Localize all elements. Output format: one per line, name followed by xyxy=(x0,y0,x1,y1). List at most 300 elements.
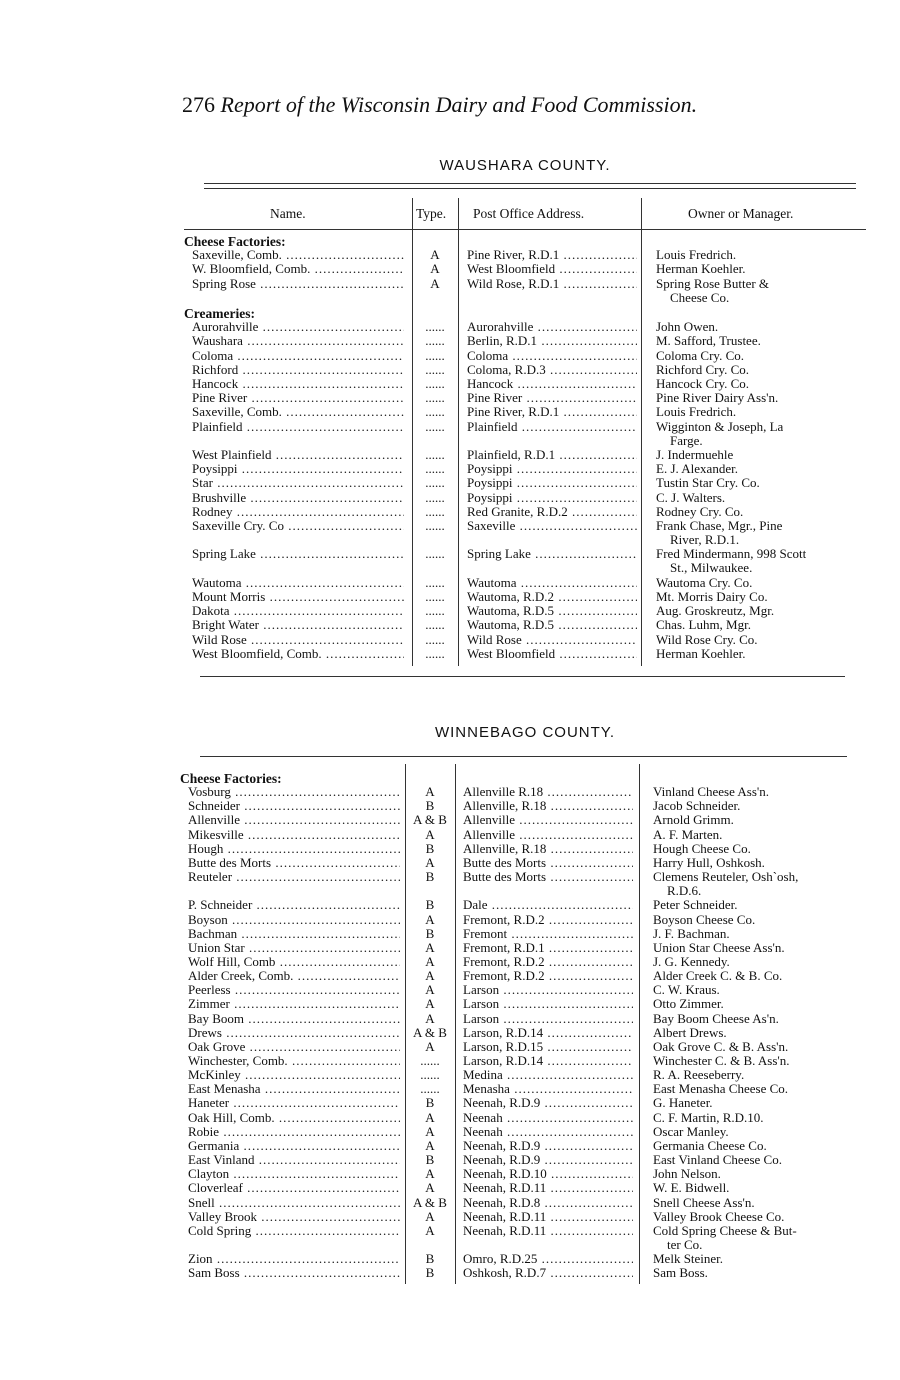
factory-type: A xyxy=(425,1110,435,1125)
factory-type: ...... xyxy=(425,519,445,533)
owner-or-manager xyxy=(656,248,736,262)
factory-name: Zion ..... xyxy=(188,1252,400,1266)
table-row xyxy=(180,927,880,941)
post-office-address: Larson, R.D.15 ..... xyxy=(463,1040,633,1054)
table-row xyxy=(180,1026,880,1040)
factory-name: Rodney ..... xyxy=(192,505,404,519)
factory-name: Schneider ..... xyxy=(188,799,400,813)
table-row xyxy=(184,618,874,632)
factory-type: ...... xyxy=(425,590,445,604)
post-office-address: Pine River, R.D.1 ..... xyxy=(467,248,637,262)
factory-name: Plainfield ..... xyxy=(192,420,404,434)
factory-name: Cloverleaf ..... xyxy=(188,1181,400,1195)
owner-line: Oak Grove C. & B. Ass'n. xyxy=(653,1039,789,1054)
post-office-address: Fremont, R.D.1 ..... xyxy=(463,941,633,955)
owner-line: Arnold Grimm. xyxy=(653,813,734,828)
owner-or-manager xyxy=(656,363,749,377)
owner-line: Cold Spring Cheese & But- xyxy=(653,1223,797,1238)
factory-name: Richford ..... xyxy=(192,363,404,377)
owner-line: Vinland Cheese Ass'n. xyxy=(653,785,770,800)
post-office-address: Fremont, R.D.2 ..... xyxy=(463,955,633,969)
table-row xyxy=(180,813,880,827)
table-row xyxy=(184,491,874,505)
owner-line: J. G. Kennedy. xyxy=(653,954,730,969)
owner-or-manager xyxy=(653,799,740,813)
table-row xyxy=(184,248,874,262)
factory-type: A xyxy=(425,1011,435,1026)
factory-name: West Plainfield ..... xyxy=(192,448,404,462)
factory-name: Waushara ..... xyxy=(192,334,404,348)
owner-or-manager xyxy=(656,277,769,305)
factory-name: Winchester, Comb. ..... xyxy=(188,1054,400,1068)
factory-type: A xyxy=(425,954,435,969)
factory-name: Clayton ..... xyxy=(188,1167,400,1181)
factory-type: A xyxy=(430,248,440,263)
factory-name: Allenville ..... xyxy=(188,813,400,827)
post-office-address: Butte des Morts ..... xyxy=(463,856,633,870)
post-office-address: West Bloomfield ..... xyxy=(467,647,637,661)
table-row xyxy=(180,941,880,955)
factory-type: B xyxy=(425,841,435,856)
post-office-address: Neenah ..... xyxy=(463,1111,633,1125)
page-number: 276 xyxy=(182,92,215,117)
section-heading: Creameries: xyxy=(184,306,255,321)
factory-name: Butte des Morts ..... xyxy=(188,856,400,870)
factory-type: A xyxy=(425,785,435,800)
post-office-address: Neenah, R.D.9 ..... xyxy=(463,1153,633,1167)
factory-name: Mikesville ..... xyxy=(188,828,400,842)
owner-or-manager xyxy=(653,1040,788,1054)
owner-line: Chas. Luhm, Mgr. xyxy=(656,618,751,633)
post-office-address: Neenah, R.D.11 ..... xyxy=(463,1210,633,1224)
table-row xyxy=(184,262,874,276)
table-row xyxy=(180,1012,880,1026)
owner-or-manager xyxy=(653,856,765,870)
owner-line: Oscar Manley. xyxy=(653,1124,729,1139)
post-office-address: Plainfield, R.D.1 ..... xyxy=(467,448,637,462)
table-row xyxy=(180,1125,880,1139)
owner-line: Wild Rose Cry. Co. xyxy=(656,632,758,647)
table-row xyxy=(180,1111,880,1125)
factory-type: B xyxy=(425,1252,435,1267)
post-office-address: Plainfield ..... xyxy=(467,420,637,434)
factory-type: A xyxy=(425,1209,435,1224)
owner-or-manager xyxy=(653,1153,782,1167)
factory-type: ...... xyxy=(420,1068,440,1083)
post-office-address: Fremont, R.D.2 ..... xyxy=(463,913,633,927)
owner-line: C. W. Kraus. xyxy=(653,983,720,998)
factory-type: A xyxy=(425,997,435,1012)
owner-or-manager xyxy=(653,1181,729,1195)
factory-name: Alder Creek, Comb. ..... xyxy=(188,969,400,983)
winnebago-table xyxy=(180,771,880,1291)
table-row xyxy=(180,1040,880,1054)
factory-name: Bright Water ..... xyxy=(192,618,404,632)
post-office-address: West Bloomfield ..... xyxy=(467,262,637,276)
owner-line: Aug. Groskreutz, Mgr. xyxy=(656,604,775,619)
owner-or-manager xyxy=(653,842,751,856)
owner-or-manager xyxy=(656,647,746,661)
table-row xyxy=(184,363,874,377)
owner-or-manager xyxy=(656,547,806,575)
county-title-waushara: WAUSHARA COUNTY. xyxy=(439,157,611,174)
owner-line: Wigginton & Joseph, La xyxy=(656,419,784,434)
table-row xyxy=(180,799,880,813)
owner-line: G. Haneter. xyxy=(653,1096,713,1111)
factory-type: A xyxy=(425,940,435,955)
post-office-address: Poysippi ..... xyxy=(467,491,637,505)
post-office-address: Allenville ..... xyxy=(463,813,633,827)
factory-name: Sam Boss ..... xyxy=(188,1266,400,1280)
table-row xyxy=(180,913,880,927)
owner-line: Harry Hull, Oshkosh. xyxy=(653,855,765,870)
owner-line: Jacob Schneider. xyxy=(653,799,741,814)
factory-type: B xyxy=(425,1153,435,1168)
post-office-address: Neenah, R.D.8 ..... xyxy=(463,1196,633,1210)
page-header xyxy=(182,92,697,118)
factory-type: ...... xyxy=(420,1082,440,1097)
factory-name: Hancock ..... xyxy=(192,377,404,391)
factory-name: Saxeville Cry. Co ..... xyxy=(192,519,404,533)
factory-type: ...... xyxy=(425,334,445,349)
owner-or-manager xyxy=(653,1111,764,1125)
factory-type: B xyxy=(425,870,435,885)
owner-line: Spring Rose Butter & xyxy=(656,276,770,291)
factory-type: ...... xyxy=(425,405,445,420)
owner-or-manager xyxy=(656,576,752,590)
owner-line: Wautoma Cry. Co. xyxy=(656,575,753,590)
factory-type: A xyxy=(425,1223,435,1238)
table-row xyxy=(184,320,874,334)
owner-or-manager xyxy=(653,870,798,898)
post-office-address: Neenah, R.D.9 ..... xyxy=(463,1096,633,1110)
owner-or-manager xyxy=(653,1096,713,1110)
factory-name: Pine River ..... xyxy=(192,391,404,405)
table-row xyxy=(180,1153,880,1167)
post-office-address: Wautoma ..... xyxy=(467,576,637,590)
owner-or-manager xyxy=(653,969,782,983)
factory-name: Germania ..... xyxy=(188,1139,400,1153)
owner-line: J. F. Bachman. xyxy=(653,926,730,941)
owner-line: Farge. xyxy=(670,432,703,448)
bottom-rule xyxy=(200,676,845,677)
factory-type: A xyxy=(425,912,435,927)
owner-line: Germania Cheese Co. xyxy=(653,1138,767,1153)
owner-or-manager xyxy=(653,1125,729,1139)
post-office-address: Hancock ..... xyxy=(467,377,637,391)
table-row xyxy=(184,462,874,476)
factory-name: Wautoma ..... xyxy=(192,576,404,590)
owner-or-manager xyxy=(656,519,782,547)
owner-line: A. F. Marten. xyxy=(653,827,723,842)
factory-type: A xyxy=(425,1138,435,1153)
owner-or-manager xyxy=(656,320,718,334)
factory-name: Robie ..... xyxy=(188,1125,400,1139)
factory-type: B xyxy=(425,926,435,941)
column-header-name: Name. xyxy=(270,206,306,221)
owner-or-manager xyxy=(653,1082,788,1096)
owner-line: Melk Steiner. xyxy=(653,1252,724,1267)
owner-line: Herman Koehler. xyxy=(656,646,746,661)
factory-name: Oak Grove ..... xyxy=(188,1040,400,1054)
owner-line: Frank Chase, Mgr., Pine xyxy=(656,519,783,533)
factory-name: Drews ..... xyxy=(188,1026,400,1040)
factory-name: Bay Boom ..... xyxy=(188,1012,400,1026)
owner-or-manager xyxy=(653,1054,790,1068)
owner-line: C. J. Walters. xyxy=(656,490,726,505)
post-office-address: Saxeville ..... xyxy=(467,519,637,533)
factory-type: A xyxy=(425,1124,435,1139)
owner-line: C. F. Martin, R.D.10. xyxy=(653,1110,764,1125)
factory-type: ...... xyxy=(425,448,445,462)
factory-name: W. Bloomfield, Comb. ..... xyxy=(192,262,404,276)
post-office-address: Larson ..... xyxy=(463,997,633,1011)
owner-line: Coloma Cry. Co. xyxy=(656,348,744,363)
factory-type: ...... xyxy=(425,618,445,633)
table-row xyxy=(180,1210,880,1224)
owner-or-manager xyxy=(656,476,760,490)
factory-name: Peerless ..... xyxy=(188,983,400,997)
post-office-address: Larson, R.D.14 ..... xyxy=(463,1054,633,1068)
table-row xyxy=(180,870,880,899)
table-row xyxy=(184,276,874,305)
owner-or-manager xyxy=(656,420,783,448)
factory-type: A xyxy=(430,262,440,277)
owner-or-manager xyxy=(653,1224,797,1252)
owner-line: Mt. Morris Dairy Co. xyxy=(656,590,768,604)
owner-or-manager xyxy=(653,1012,779,1026)
factory-name: Saxeville, Comb. ..... xyxy=(192,248,404,262)
table-row xyxy=(184,519,874,547)
owner-or-manager xyxy=(653,955,730,969)
top-rule xyxy=(204,183,856,184)
column-header-type: Type. xyxy=(416,206,447,221)
owner-line: E. J. Alexander. xyxy=(656,462,738,477)
post-office-address: Fremont, R.D.2 ..... xyxy=(463,969,633,983)
owner-or-manager xyxy=(653,1068,744,1082)
owner-line: Boyson Cheese Co. xyxy=(653,912,756,927)
table-row xyxy=(180,1181,880,1195)
post-office-address: Coloma ..... xyxy=(467,349,637,363)
factory-name: East Vinland ..... xyxy=(188,1153,400,1167)
owner-line: Pine River Dairy Ass'n. xyxy=(656,391,779,406)
factory-type: B xyxy=(425,898,435,913)
factory-type: ...... xyxy=(425,348,445,363)
owner-or-manager xyxy=(653,941,785,955)
factory-name: Valley Brook ..... xyxy=(188,1210,400,1224)
factory-type: ...... xyxy=(425,320,445,335)
owner-or-manager xyxy=(653,785,769,799)
table-row xyxy=(180,1139,880,1153)
table-row xyxy=(184,633,874,647)
owner-or-manager xyxy=(656,349,744,363)
owner-line: W. E. Bidwell. xyxy=(653,1181,730,1196)
post-office-address: Wild Rose, R.D.1 ..... xyxy=(467,277,637,291)
owner-line: R.D.6. xyxy=(667,883,702,899)
owner-or-manager xyxy=(653,1252,723,1266)
factory-name: Reuteler ..... xyxy=(188,870,400,884)
factory-type: ...... xyxy=(425,377,445,391)
table-row xyxy=(184,349,874,363)
post-office-address: Neenah, R.D.10 ..... xyxy=(463,1167,633,1181)
owner-line: Louis Fredrich. xyxy=(656,405,737,420)
post-office-address: Neenah, R.D.9 ..... xyxy=(463,1139,633,1153)
post-office-address: Wautoma, R.D.2 ..... xyxy=(467,590,637,604)
post-office-address: Omro, R.D.25 ..... xyxy=(463,1252,633,1266)
table-row xyxy=(184,505,874,519)
factory-type: ...... xyxy=(425,504,445,519)
table-row xyxy=(180,1068,880,1082)
table-row xyxy=(180,1196,880,1210)
post-office-address: Larson ..... xyxy=(463,1012,633,1026)
factory-type: ...... xyxy=(425,391,445,406)
post-office-address: Larson, R.D.14 ..... xyxy=(463,1026,633,1040)
post-office-address: Dale ..... xyxy=(463,898,633,912)
factory-type: A & B xyxy=(413,1195,447,1210)
section-heading: Cheese Factories: xyxy=(184,234,286,249)
header-rule xyxy=(184,229,866,230)
table-row xyxy=(184,405,874,419)
owner-or-manager xyxy=(656,604,774,618)
factory-type: ...... xyxy=(425,604,445,619)
owner-line: Valley Brook Cheese Co. xyxy=(653,1209,785,1224)
factory-name: Poysippi ..... xyxy=(192,462,404,476)
table-row xyxy=(180,1252,880,1266)
factory-type: A & B xyxy=(413,813,447,828)
factory-name: Snell ..... xyxy=(188,1196,400,1210)
table-row xyxy=(184,419,874,448)
owner-or-manager xyxy=(653,1026,727,1040)
post-office-address: Wild Rose ..... xyxy=(467,633,637,647)
page-title: Report of the Wisconsin Dairy and Food Commission. xyxy=(220,92,698,117)
owner-or-manager xyxy=(656,448,733,462)
owner-line: John Nelson. xyxy=(653,1167,721,1182)
factory-type: ...... xyxy=(425,362,445,377)
owner-line: Rodney Cry. Co. xyxy=(656,504,744,519)
factory-type: B xyxy=(425,799,435,814)
factory-type: A xyxy=(425,827,435,842)
owner-or-manager xyxy=(656,377,749,391)
owner-or-manager xyxy=(656,262,746,276)
factory-type: ...... xyxy=(425,547,445,562)
county-title-winnebago: WINNEBAGO COUNTY. xyxy=(434,724,616,741)
post-office-address: Menasha ..... xyxy=(463,1082,633,1096)
post-office-address: Wautoma, R.D.5 ..... xyxy=(467,618,637,632)
owner-line: Richford Cry. Co. xyxy=(656,362,750,377)
owner-line: Bay Boom Cheese As'n. xyxy=(653,1011,779,1026)
factory-name: Vosburg ..... xyxy=(188,785,400,799)
factory-name: Boyson ..... xyxy=(188,913,400,927)
factory-type: A xyxy=(425,1039,435,1054)
owner-or-manager xyxy=(656,618,751,632)
table-row xyxy=(180,828,880,842)
table-row xyxy=(180,955,880,969)
factory-name: P. Schneider ..... xyxy=(188,898,400,912)
table-row xyxy=(180,983,880,997)
factory-type: A xyxy=(425,855,435,870)
post-office-address: Allenville ..... xyxy=(463,828,633,842)
table-row xyxy=(180,856,880,870)
owner-line: Union Star Cheese Ass'n. xyxy=(653,940,785,955)
table-row xyxy=(184,334,874,348)
owner-line: Tustin Star Cry. Co. xyxy=(656,476,760,491)
owner-line: Fred Mindermann, 998 Scott xyxy=(656,547,807,562)
factory-type: A & B xyxy=(413,1025,447,1040)
owner-line: Hough Cheese Co. xyxy=(653,841,751,856)
factory-type: ...... xyxy=(425,632,445,647)
factory-name: Star ..... xyxy=(192,476,404,490)
factory-name: Dakota ..... xyxy=(192,604,404,618)
owner-line: Snell Cheese Ass'n. xyxy=(653,1195,755,1210)
table-row xyxy=(184,576,874,590)
table-row xyxy=(184,647,874,661)
post-office-address: Poysippi ..... xyxy=(467,462,637,476)
table-row xyxy=(180,969,880,983)
post-office-address: Allenville R.18 ..... xyxy=(463,785,633,799)
owner-or-manager xyxy=(653,997,724,1011)
factory-name: Saxeville, Comb. ..... xyxy=(192,405,404,419)
factory-type: ...... xyxy=(425,575,445,590)
waushara-table xyxy=(184,234,874,674)
owner-line: ter Co. xyxy=(667,1236,703,1252)
owner-line: Albert Drews. xyxy=(653,1025,727,1040)
owner-line: River, R.D.1. xyxy=(670,532,740,547)
owner-line: Winchester C. & B. Ass'n. xyxy=(653,1054,790,1068)
factory-name: Mount Morris ..... xyxy=(192,590,404,604)
owner-line: Sam Boss. xyxy=(653,1266,708,1281)
owner-or-manager xyxy=(653,983,720,997)
factory-type: A xyxy=(425,983,435,998)
owner-line: Clemens Reuteler, Osh`osh, xyxy=(653,870,799,885)
table-row xyxy=(184,547,874,576)
post-office-address: Coloma, R.D.3 ..... xyxy=(467,363,637,377)
table-row xyxy=(180,1096,880,1110)
factory-type: ...... xyxy=(425,646,445,661)
factory-type: A xyxy=(425,1167,435,1182)
post-office-address: Butte des Morts ..... xyxy=(463,870,633,884)
table-row xyxy=(180,785,880,799)
factory-name: Coloma ..... xyxy=(192,349,404,363)
section-heading: Cheese Factories: xyxy=(180,771,282,786)
table-row xyxy=(180,842,880,856)
table-row xyxy=(180,1054,880,1068)
owner-or-manager xyxy=(653,913,755,927)
owner-or-manager xyxy=(653,898,737,912)
factory-name: Brushville ..... xyxy=(192,491,404,505)
factory-type: A xyxy=(425,969,435,984)
owner-line: J. Indermuehle xyxy=(656,448,734,462)
table-row xyxy=(180,1223,880,1252)
factory-name: Wild Rose ..... xyxy=(192,633,404,647)
factory-name: Bachman ..... xyxy=(188,927,400,941)
owner-line: Hancock Cry. Co. xyxy=(656,377,750,391)
post-office-address: Red Granite, R.D.2 ..... xyxy=(467,505,637,519)
owner-or-manager xyxy=(653,828,722,842)
owner-line: Alder Creek C. & B. Co. xyxy=(653,969,783,984)
factory-type: ...... xyxy=(425,419,445,434)
owner-or-manager xyxy=(653,1266,708,1280)
post-office-address: Larson ..... xyxy=(463,983,633,997)
column-header-owner: Owner or Manager. xyxy=(688,206,794,221)
table-row xyxy=(180,1167,880,1181)
column-header-address: Post Office Address. xyxy=(473,206,585,221)
owner-line: Louis Fredrich. xyxy=(656,248,737,263)
post-office-address: Pine River ..... xyxy=(467,391,637,405)
table-row xyxy=(180,997,880,1011)
owner-or-manager xyxy=(656,391,778,405)
post-office-address: Neenah, R.D.11 ..... xyxy=(463,1224,633,1238)
table-row xyxy=(184,476,874,490)
